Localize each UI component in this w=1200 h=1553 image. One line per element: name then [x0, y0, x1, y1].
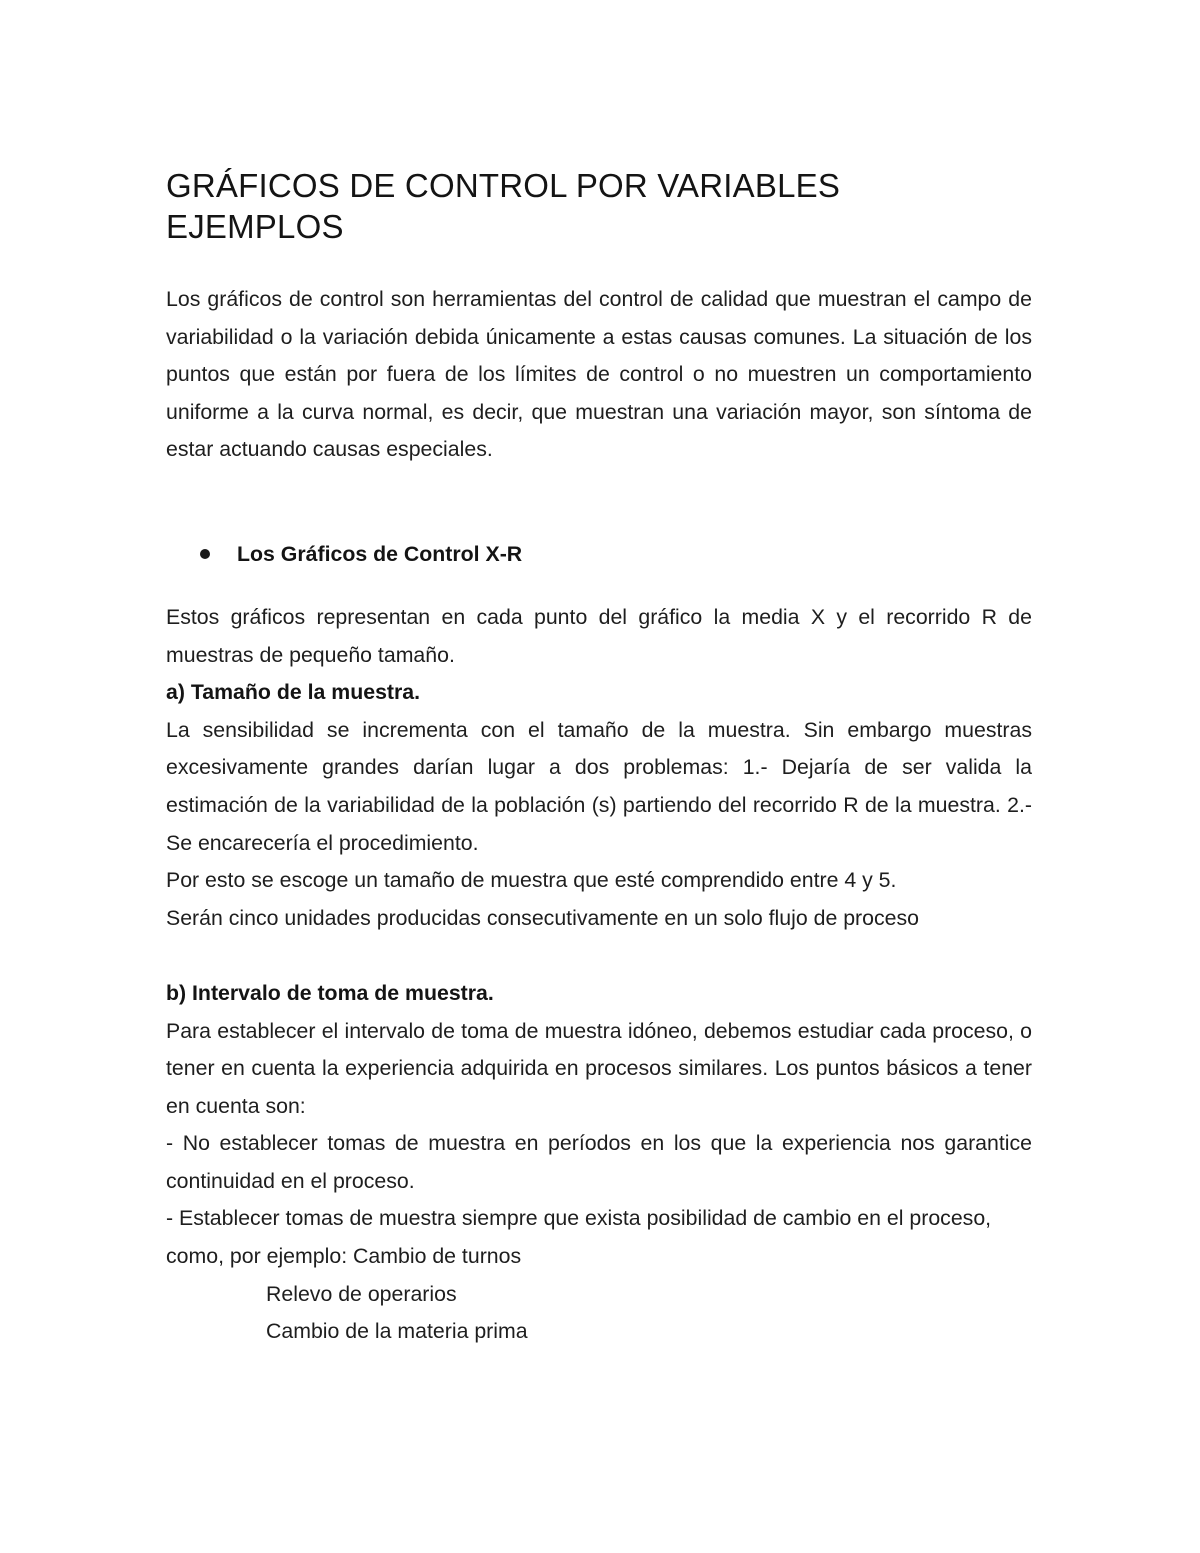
- sampling-example-2: Relevo de operarios: [266, 1281, 457, 1306]
- sampling-point-2: - Establecer tomas de muestra siempre que exista posibilidad de cambio en el proceso, como, por ejemplo: Cambio de turnos: [166, 1206, 992, 1269]
- sampling-example-3: Cambio de la materia prima: [266, 1319, 528, 1344]
- document-page: [166, 165, 1032, 1351]
- title-line-2: EJEMPLOS: [166, 208, 344, 245]
- sample-size-note-2: Serán cinco unidades producidas consecutivamente en un solo flujo de proceso: [166, 905, 919, 930]
- document-title: [166, 165, 1032, 247]
- subheading-sampling-interval: b) Intervalo de toma de muestra.: [166, 980, 494, 1005]
- title-line-1: GRÁFICOS DE CONTROL POR VARIABLES: [166, 167, 841, 204]
- sample-size-note-1: Por esto se escoge un tamaño de muestra que esté comprendido entre 4 y 5.: [166, 868, 897, 893]
- sampling-interval-paragraph: Para establecer el intervalo de toma de muestra idóneo, debemos estudiar cada proceso, o tener en cuenta la experiencia adquirida en procesos similares. Los puntos básicos a tener en cuenta son:: [166, 1018, 1032, 1118]
- bullet-item: [166, 535, 1032, 573]
- sampling-point-1: - No establecer tomas de muestra en períodos en los que la experiencia nos garantice continuidad en el proceso.: [166, 1131, 1032, 1193]
- bullet-label: Los Gráficos de Control X-R: [237, 541, 523, 566]
- xr-description: Estos gráficos representan en cada punto del gráfico la media X y el recorrido R de muestras de pequeño tamaño.: [166, 604, 1032, 667]
- bullet-icon: [200, 549, 210, 559]
- intro-paragraph: Los gráficos de control son herramientas del control de calidad que muestran el campo de variabilidad o la variación debida únicamente a estas causas comunes. La situación de los puntos que están por fuera de los límites de control o no muestren un comportamiento uniforme a la curva normal, es decir, que muestran una variación mayor, son síntoma de estar actuando causas especiales.: [166, 287, 1032, 462]
- subheading-sample-size: a) Tamaño de la muestra.: [166, 680, 421, 705]
- sample-size-paragraph: La sensibilidad se incrementa con el tamaño de la muestra. Sin embargo muestras excesivamente grandes darían lugar a dos problemas: 1.- Dejaría de ser valida la estimación de la variabilidad de la población (s) partiendo del recorrido R de la muestra. 2.- Se encarecería el procedimiento.: [166, 717, 1032, 855]
